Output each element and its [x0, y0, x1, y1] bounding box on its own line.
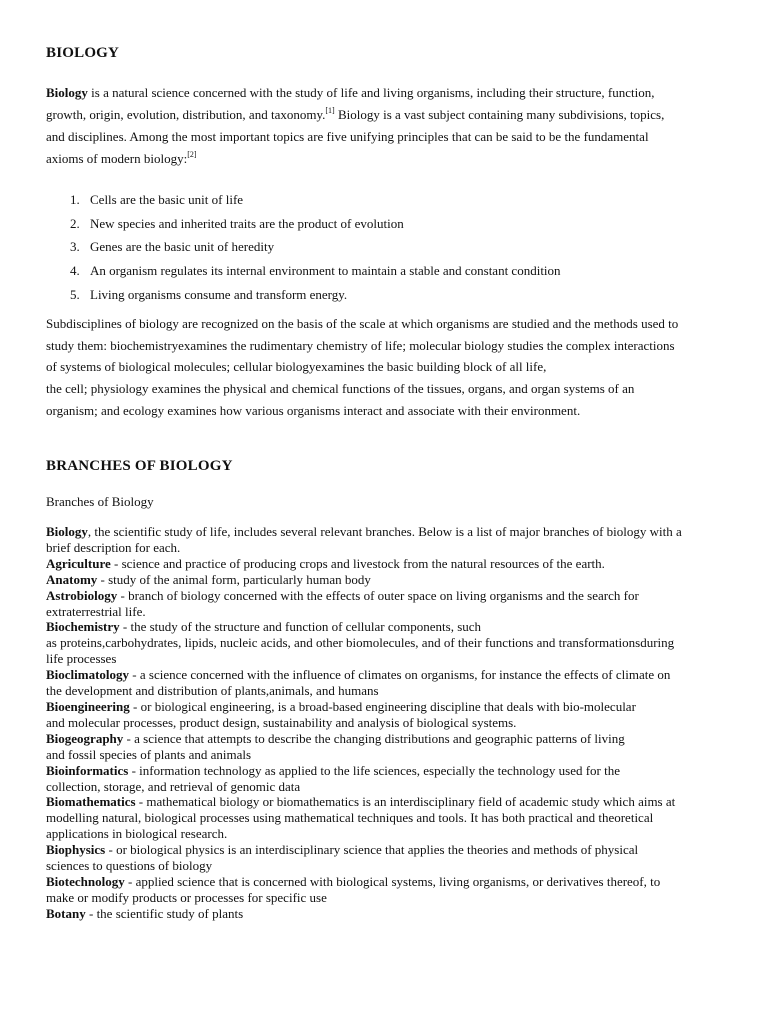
glossary-term: Biochemistry: [46, 619, 120, 635]
glossary-text: - a science that attempts to describe the changing distributions and geographic patterns of living: [123, 730, 625, 746]
glossary-term: Agriculture: [46, 555, 111, 571]
glossary-term: Biomathematics: [46, 794, 136, 810]
glossary-text: as proteins,carbohydrates, lipids, nucleic acids, and other biomolecules, and of their functions and transformationsduring: [46, 635, 675, 651]
glossary-text: modelling natural, biological processes using mathematical techniques and tools. It has both practical and theoretical: [46, 810, 654, 826]
citation-1[interactable]: [1]: [325, 106, 335, 115]
list-number: 4.: [70, 263, 80, 279]
glossary-entry: [46, 906, 746, 922]
intro-text-e: axioms of modern biology:: [46, 151, 188, 166]
glossary-text: - a science concerned with the influence of climates on organisms, for instance the effects of climate on: [129, 667, 671, 683]
glossary-text: and fossil species of plants and animals: [46, 746, 252, 762]
intro-text-d: and disciplines. Among the most important topics are five unifying principles that can be said to be the fundamental: [46, 129, 649, 144]
list-number: 1.: [70, 192, 80, 207]
glossary-text: - the scientific study of plants: [85, 905, 244, 921]
glossary-term: Botany: [46, 905, 86, 921]
list-number: 5.: [70, 286, 80, 302]
glossary-text: - branch of biology concerned with the effects of outer space on living organisms and the search for: [117, 587, 639, 603]
glossary-text: - science and practice of producing crops and livestock from the natural resources of the earth.: [110, 555, 605, 571]
glossary-text: extraterrestrial life.: [46, 603, 146, 619]
glossary-text: and molecular processes, product design, sustainability and analysis of biological systems.: [46, 714, 517, 730]
glossary-text: sciences to questions of biology: [46, 858, 213, 874]
glossary-text: the development and distribution of plants,animals, and humans: [46, 683, 379, 699]
glossary-term: Bioinformatics: [46, 762, 129, 778]
list-item-text: Cells are the basic unit of life: [90, 192, 244, 207]
glossary-entry: [46, 667, 746, 699]
list-number: 3.: [70, 239, 80, 255]
glossary-text: , the scientific study of life, includes several relevant branches. Below is a list of major branches of biology with a: [87, 524, 682, 539]
glossary-text: life processes: [46, 651, 117, 667]
glossary-term: Biogeography: [46, 730, 124, 746]
glossary-text: - study of the animal form, particularly human body: [97, 571, 371, 587]
glossary-term: Anatomy: [46, 571, 98, 587]
glossary-entry: [46, 556, 746, 572]
list-item-text: Living organisms consume and transform energy.: [90, 286, 348, 302]
subdisciplines-line: organism; and ecology examines how various organisms interact and associate with their environment.: [46, 402, 581, 418]
intro-paragraph: [46, 82, 726, 170]
glossary-text: collection, storage, and retrieval of genomic data: [46, 778, 301, 794]
glossary-entry: [46, 588, 746, 620]
subdisciplines-line: Subdisciplines of biology are recognized on the basis of the scale at which organisms are studied and the methods used to: [46, 316, 679, 331]
subdisciplines-line: study them: biochemistryexamines the rudimentary chemistry of life; molecular biology studies the complex interactions: [46, 337, 675, 353]
subdisciplines-paragraph: [46, 313, 726, 422]
intro-text-c: Biology is a vast subject containing many subdivisions, topics,: [334, 107, 665, 122]
subdisciplines-line: the cell; physiology examines the physical and chemical functions of the tissues, organs, and organ systems of an: [46, 381, 635, 397]
list-item-text: Genes are the basic unit of heredity: [90, 239, 275, 255]
list-item: [70, 283, 561, 307]
intro-text-b: growth, origin, evolution, distribution, and taxonomy.: [46, 107, 326, 122]
list-item: [70, 212, 561, 236]
heading-branches: BRANCHES OF BIOLOGY: [46, 458, 233, 474]
glossary-text: - information technology as applied to the life sciences, especially the technology used for the: [128, 762, 621, 778]
principles-list: [70, 188, 561, 306]
glossary-term: Bioclimatology: [46, 667, 130, 683]
glossary-entry: [46, 794, 746, 842]
list-item: [70, 259, 561, 283]
branches-glossary: [46, 524, 746, 922]
glossary-text: make or modify products or processes for specific use: [46, 889, 327, 905]
glossary-entry: [46, 572, 746, 588]
glossary-term: Biophysics: [46, 842, 106, 858]
glossary-text: - or biological engineering, is a broad-based engineering discipline that deals with bio-molecular: [129, 698, 636, 714]
glossary-text: - or biological physics is an interdisciplinary science that applies the theories and methods of physical: [105, 842, 639, 858]
glossary-entry: [46, 842, 746, 874]
intro-term: Biology: [46, 85, 88, 100]
intro-text-a: is a natural science concerned with the study of life and living organisms, including their structure, function,: [87, 85, 655, 100]
branches-subtitle: Branches of Biology: [46, 494, 154, 509]
glossary-term: Bioengineering: [46, 698, 130, 714]
subdisciplines-line: of systems of biological molecules; cellular biologyexamines the basic building block of all life,: [46, 359, 547, 375]
glossary-term: Biotechnology: [46, 873, 125, 889]
glossary-text: - applied science that is concerned with biological systems, living organisms, or derivatives thereof, to: [124, 873, 661, 889]
list-item-text: New species and inherited traits are the product of evolution: [90, 215, 404, 231]
glossary-term: Astrobiology: [46, 587, 118, 603]
glossary-text: applications in biological research.: [46, 826, 228, 842]
glossary-term: Biology: [46, 524, 88, 539]
list-item-text: An organism regulates its internal environment to maintain a stable and constant condition: [90, 263, 561, 279]
glossary-text: brief description for each.: [46, 539, 181, 555]
glossary-entry: [46, 763, 746, 795]
list-item: [70, 235, 561, 259]
glossary-entry: [46, 524, 746, 556]
list-item: [70, 188, 561, 212]
citation-2[interactable]: [2]: [187, 150, 197, 159]
glossary-entry: [46, 874, 746, 906]
glossary-text: - the study of the structure and function of cellular components, such: [119, 619, 482, 635]
glossary-entry: [46, 699, 746, 731]
list-number: 2.: [70, 215, 80, 231]
heading-biology: BIOLOGY: [46, 45, 120, 61]
glossary-text: - mathematical biology or biomathematics is an interdisciplinary field of academic study which aims at: [135, 794, 676, 810]
glossary-entry: [46, 731, 746, 763]
glossary-entry: [46, 619, 746, 667]
